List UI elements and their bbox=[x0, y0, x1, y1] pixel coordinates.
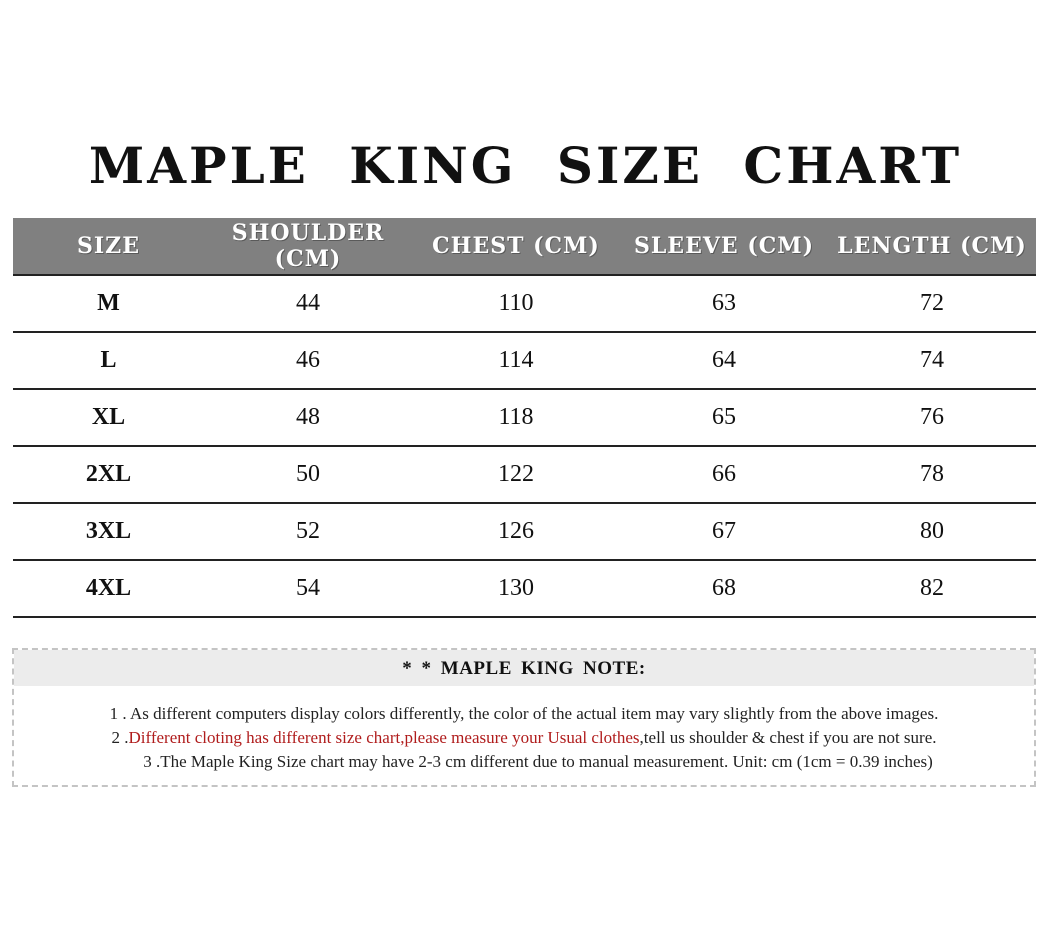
note-line-2-warning: Different cloting has different size chart,please measure your Usual clothes bbox=[128, 728, 640, 747]
shoulder-cell: 48 bbox=[204, 389, 412, 446]
chest-cell: 118 bbox=[412, 389, 620, 446]
length-cell: 76 bbox=[828, 389, 1036, 446]
note-heading: * * MAPLE KING NOTE: bbox=[14, 650, 1034, 686]
header-chest: CHEST (CM) bbox=[412, 218, 620, 275]
chest-cell: 126 bbox=[412, 503, 620, 560]
page-title: MAPLE KING SIZE CHART bbox=[88, 136, 963, 195]
shoulder-cell: 52 bbox=[204, 503, 412, 560]
table-row bbox=[13, 275, 1036, 332]
size-cell: 4XL bbox=[13, 560, 204, 617]
length-cell: 80 bbox=[828, 503, 1036, 560]
chest-cell: 110 bbox=[412, 275, 620, 332]
shoulder-cell: 54 bbox=[204, 560, 412, 617]
table-row bbox=[13, 389, 1036, 446]
size-cell: M bbox=[13, 275, 204, 332]
table-row bbox=[13, 560, 1036, 617]
table-row bbox=[13, 332, 1036, 389]
length-cell: 72 bbox=[828, 275, 1036, 332]
table-row bbox=[13, 446, 1036, 503]
length-cell: 78 bbox=[828, 446, 1036, 503]
header-shoulder: SHOULDER (CM) bbox=[204, 218, 412, 275]
length-cell: 82 bbox=[828, 560, 1036, 617]
header-size: SIZE bbox=[13, 218, 204, 275]
table-row bbox=[13, 503, 1036, 560]
shoulder-cell: 44 bbox=[204, 275, 412, 332]
note-line-1: 1 . As different computers display colors differently, the color of the actual item may vary slightly from the above images. bbox=[109, 704, 939, 723]
note-line-3: 3 .The Maple King Size chart may have 2-3 cm different due to manual measurement. Unit: cm (1cm = 0.39 inches) bbox=[143, 752, 933, 771]
note-line-2-prefix: 2 . bbox=[111, 728, 129, 747]
sleeve-cell: 63 bbox=[620, 275, 828, 332]
shoulder-cell: 46 bbox=[204, 332, 412, 389]
sleeve-cell: 66 bbox=[620, 446, 828, 503]
size-cell: 3XL bbox=[13, 503, 204, 560]
size-cell: 2XL bbox=[13, 446, 204, 503]
sleeve-cell: 68 bbox=[620, 560, 828, 617]
shoulder-cell: 50 bbox=[204, 446, 412, 503]
header-length: LENGTH (CM) bbox=[828, 218, 1036, 275]
header-sleeve: SLEEVE (CM) bbox=[620, 218, 828, 275]
sleeve-cell: 67 bbox=[620, 503, 828, 560]
chest-cell: 122 bbox=[412, 446, 620, 503]
note-line-2 bbox=[14, 726, 1034, 750]
note-line-2-rest: ,tell us shoulder & chest if you are not sure. bbox=[639, 728, 937, 747]
table-header-row bbox=[13, 218, 1036, 275]
size-cell: XL bbox=[13, 389, 204, 446]
sleeve-cell: 64 bbox=[620, 332, 828, 389]
chest-cell: 114 bbox=[412, 332, 620, 389]
note-box bbox=[12, 648, 1036, 787]
sleeve-cell: 65 bbox=[620, 389, 828, 446]
size-chart-table bbox=[13, 218, 1036, 618]
length-cell: 74 bbox=[828, 332, 1036, 389]
chest-cell: 130 bbox=[412, 560, 620, 617]
size-cell: L bbox=[13, 332, 204, 389]
